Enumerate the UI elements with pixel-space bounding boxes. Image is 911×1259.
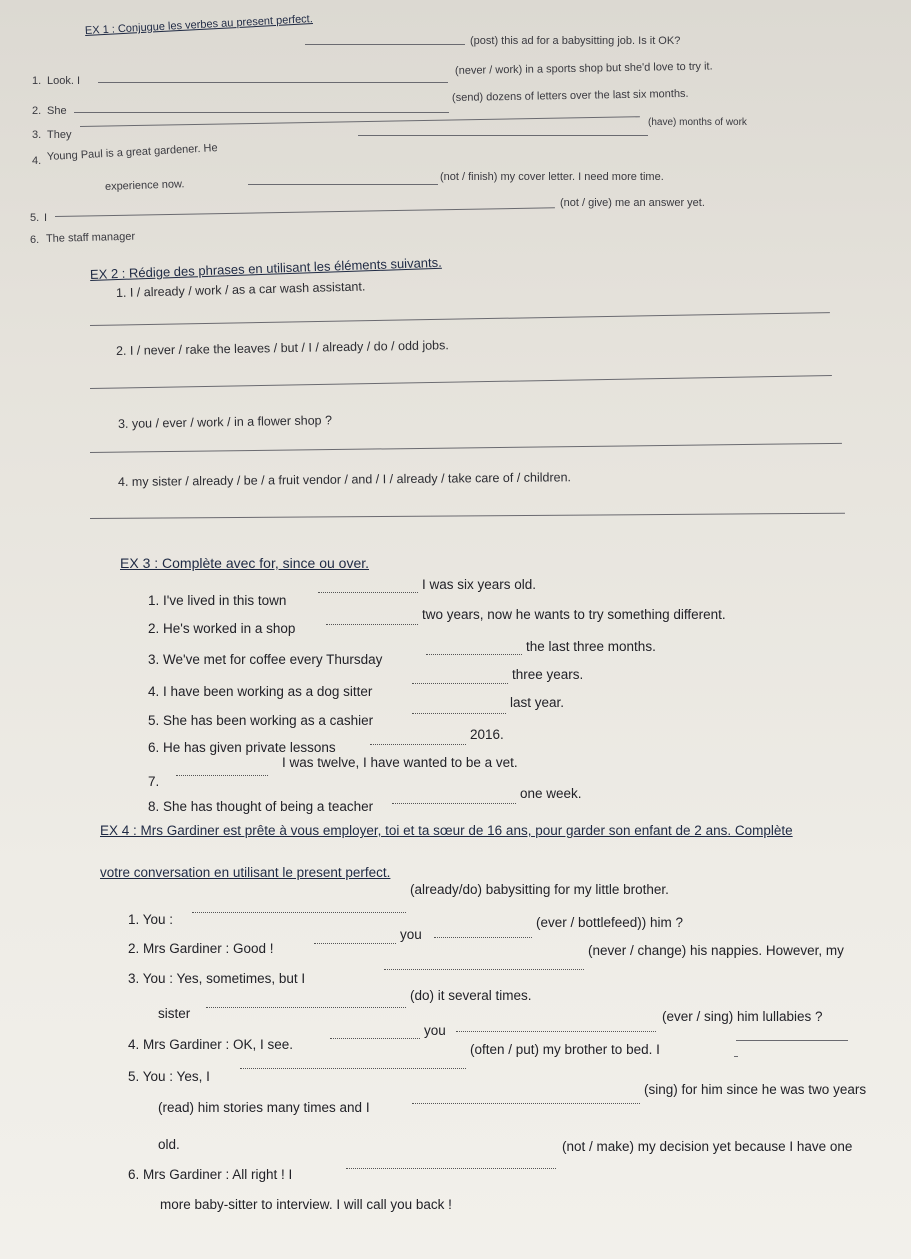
ex1-item-2-start: She [47,105,67,117]
ex4-line3c-start: sister [158,1006,191,1021]
ex1-item-5-start: experience now. [104,178,185,193]
ex4-line6-end: (not / make) my decision yet because I have one [562,1139,853,1154]
ex1-item-2-num: 2. [32,105,42,117]
ex3-item-6-start: 6. He has given private lessons [148,740,336,755]
ex3-item-5-start: 5. She has been working as a cashier [148,713,374,728]
ex4-blank-2b[interactable] [434,937,532,938]
ex4-blank-3[interactable] [384,969,584,970]
ex2-item-4: 4. my sister / already / be / a fruit vendor / and / I / already / take care of / children. [117,470,572,489]
ex2-answer-line-1[interactable] [90,312,830,326]
ex1-blank-6[interactable] [55,207,555,217]
ex3-item-1-end: I was six years old. [422,577,537,592]
ex1-item-1-start: Look. I [47,75,81,87]
ex1-item-4-num: 4. [32,155,42,167]
ex1-item-1-num: 1. [32,75,42,87]
ex4-line4-you: you [424,1023,446,1038]
ex1-blank-3[interactable] [80,116,640,127]
ex1-blank-1[interactable] [98,82,448,83]
ex3-item-5-end: last year. [510,695,565,710]
ex4-line3-end: (never / change) his nappies. However, my [588,943,844,958]
ex4-blank-4a[interactable] [330,1038,420,1039]
ex1-item-7-start: The staff manager [45,230,136,245]
ex3-blank-3[interactable] [426,654,522,655]
ex1-item-5-end: (not / finish) my cover letter. I need more time. [440,171,664,183]
ex1-item-4-start: Young Paul is a great gardener. He [46,142,218,163]
ex4-line1-start: 1. You : [128,912,174,927]
ex3-blank-1[interactable] [318,592,418,593]
ex4-line1-end: (already/do) babysitting for my little brother. [410,882,669,897]
ex3-item-7-start: 7. [148,774,160,789]
ex4-line2-you: you [400,927,422,942]
ex4-line2-end: (ever / bottlefeed)) him ? [536,915,684,930]
ex4-line2-start: 2. Mrs Gardiner : Good ! [128,941,274,956]
ex2-answer-line-2[interactable] [90,375,832,389]
ex3-item-8-end: one week. [520,786,582,801]
ex4-blank-3c[interactable] [206,1007,406,1008]
ex2-answer-line-4[interactable] [90,513,845,519]
ex4-line5c-end: (sing) for him since he was two years [644,1082,867,1097]
ex3-blank-7[interactable] [176,775,268,776]
ex4-line4-start: 4. Mrs Gardiner : OK, I see. [128,1037,294,1052]
ex4-title-line1: EX 4 : Mrs Gardiner est prête à vous employer, toi et ta sœur de 16 ans, pour garder son enfant de 2 ans. Complète [100,823,793,838]
ex3-item-3-start: 3. We've met for coffee every Thursday [148,652,383,667]
ex2-item-3: 3. you / ever / work / in a flower shop ? [117,413,333,431]
ex2-answer-line-3[interactable] [90,443,842,453]
ex4-line6c: more baby-sitter to interview. I will call you back ! [160,1197,452,1212]
ex3-item-2-start: 2. He's worked in a shop [148,621,296,636]
ex1-item-2-end: (send) dozens of letters over the last six months. [451,87,689,104]
ex3-blank-5[interactable] [412,713,506,714]
ex1-item-3-start: They [47,129,72,141]
ex1-item-6-start: I [44,212,48,224]
ex4-line5c-start: (read) him stories many times and I [158,1100,370,1115]
ex1-item-3-num: 3. [32,129,42,141]
ex3-item-7-end: I was twelve, I have wanted to be a vet. [282,755,518,770]
ex3-item-6-end: 2016. [470,727,504,742]
ex3-item-2-end: two years, now he wants to try something different. [422,607,726,622]
ex4-line3c-end: (do) it several times. [410,988,532,1003]
ex1-item-6-num: 5. [30,212,40,224]
ex3-blank-4[interactable] [412,683,508,684]
ex3-blank-6[interactable] [370,744,466,745]
ex2-title: EX 2 : Rédige des phrases en utilisant les éléments suivants. [89,254,442,282]
ex3-blank-8[interactable] [392,803,516,804]
ex1-item-1-end: (never / work) in a sports shop but she'd love to try it. [454,60,713,77]
ex4-blank-5b[interactable] [734,1056,738,1057]
ex3-blank-2[interactable] [326,624,418,625]
ex2-item-2: 2. I / never / rake the leaves / but / I / already / do / odd jobs. [115,338,449,358]
ex1-blank-4[interactable] [358,135,648,136]
ex4-blank-5[interactable] [240,1068,466,1069]
ex4-blank-5c[interactable] [412,1103,640,1104]
ex4-line5-end: (often / put) my brother to bed. I [470,1042,660,1057]
ex3-item-1-start: 1. I've lived in this town [148,593,287,608]
ex4-blank-6[interactable] [346,1168,556,1169]
ex1-title: EX 1 : Conjugue les verbes au present perfect. [84,13,314,37]
ex4-blank-2a[interactable] [314,943,396,944]
ex1-item-6-end: (not / give) me an answer yet. [560,197,705,209]
ex4-blank-1[interactable] [192,912,406,913]
ex3-item-3-end: the last three months. [526,639,656,654]
ex3-title: EX 3 : Complète avec for, since ou over. [120,555,370,571]
ex1-item-7-num: 6. [30,234,40,246]
ex4-margin-line [736,1040,848,1041]
ex1-blank-0[interactable] [305,44,465,45]
ex2-item-1: 1. I / already / work / as a car wash assistant. [115,279,366,300]
ex4-blank-4b[interactable] [456,1031,656,1032]
ex3-item-4-start: 4. I have been working as a dog sitter [148,684,373,699]
ex1-blank-5[interactable] [248,184,438,185]
ex4-line4-end: (ever / sing) him lullabies ? [662,1009,823,1024]
ex1-item-0-end: (post) this ad for a babysitting job. Is it OK? [470,35,681,47]
ex4-line3-start: 3. You : Yes, sometimes, but I [128,971,306,986]
ex3-item-8-start: 8. She has thought of being a teacher [148,799,374,814]
ex4-line6-start: 6. Mrs Gardiner : All right ! I [128,1167,293,1182]
ex1-item-3-end: (have) months of work [648,117,747,128]
ex4-line5-start: 5. You : Yes, I [128,1069,210,1084]
ex4-title-line2: votre conversation en utilisant le present perfect. [100,865,391,880]
ex3-item-4-end: three years. [512,667,584,682]
ex1-blank-2[interactable] [74,112,449,113]
ex4-line5d: old. [158,1137,180,1152]
